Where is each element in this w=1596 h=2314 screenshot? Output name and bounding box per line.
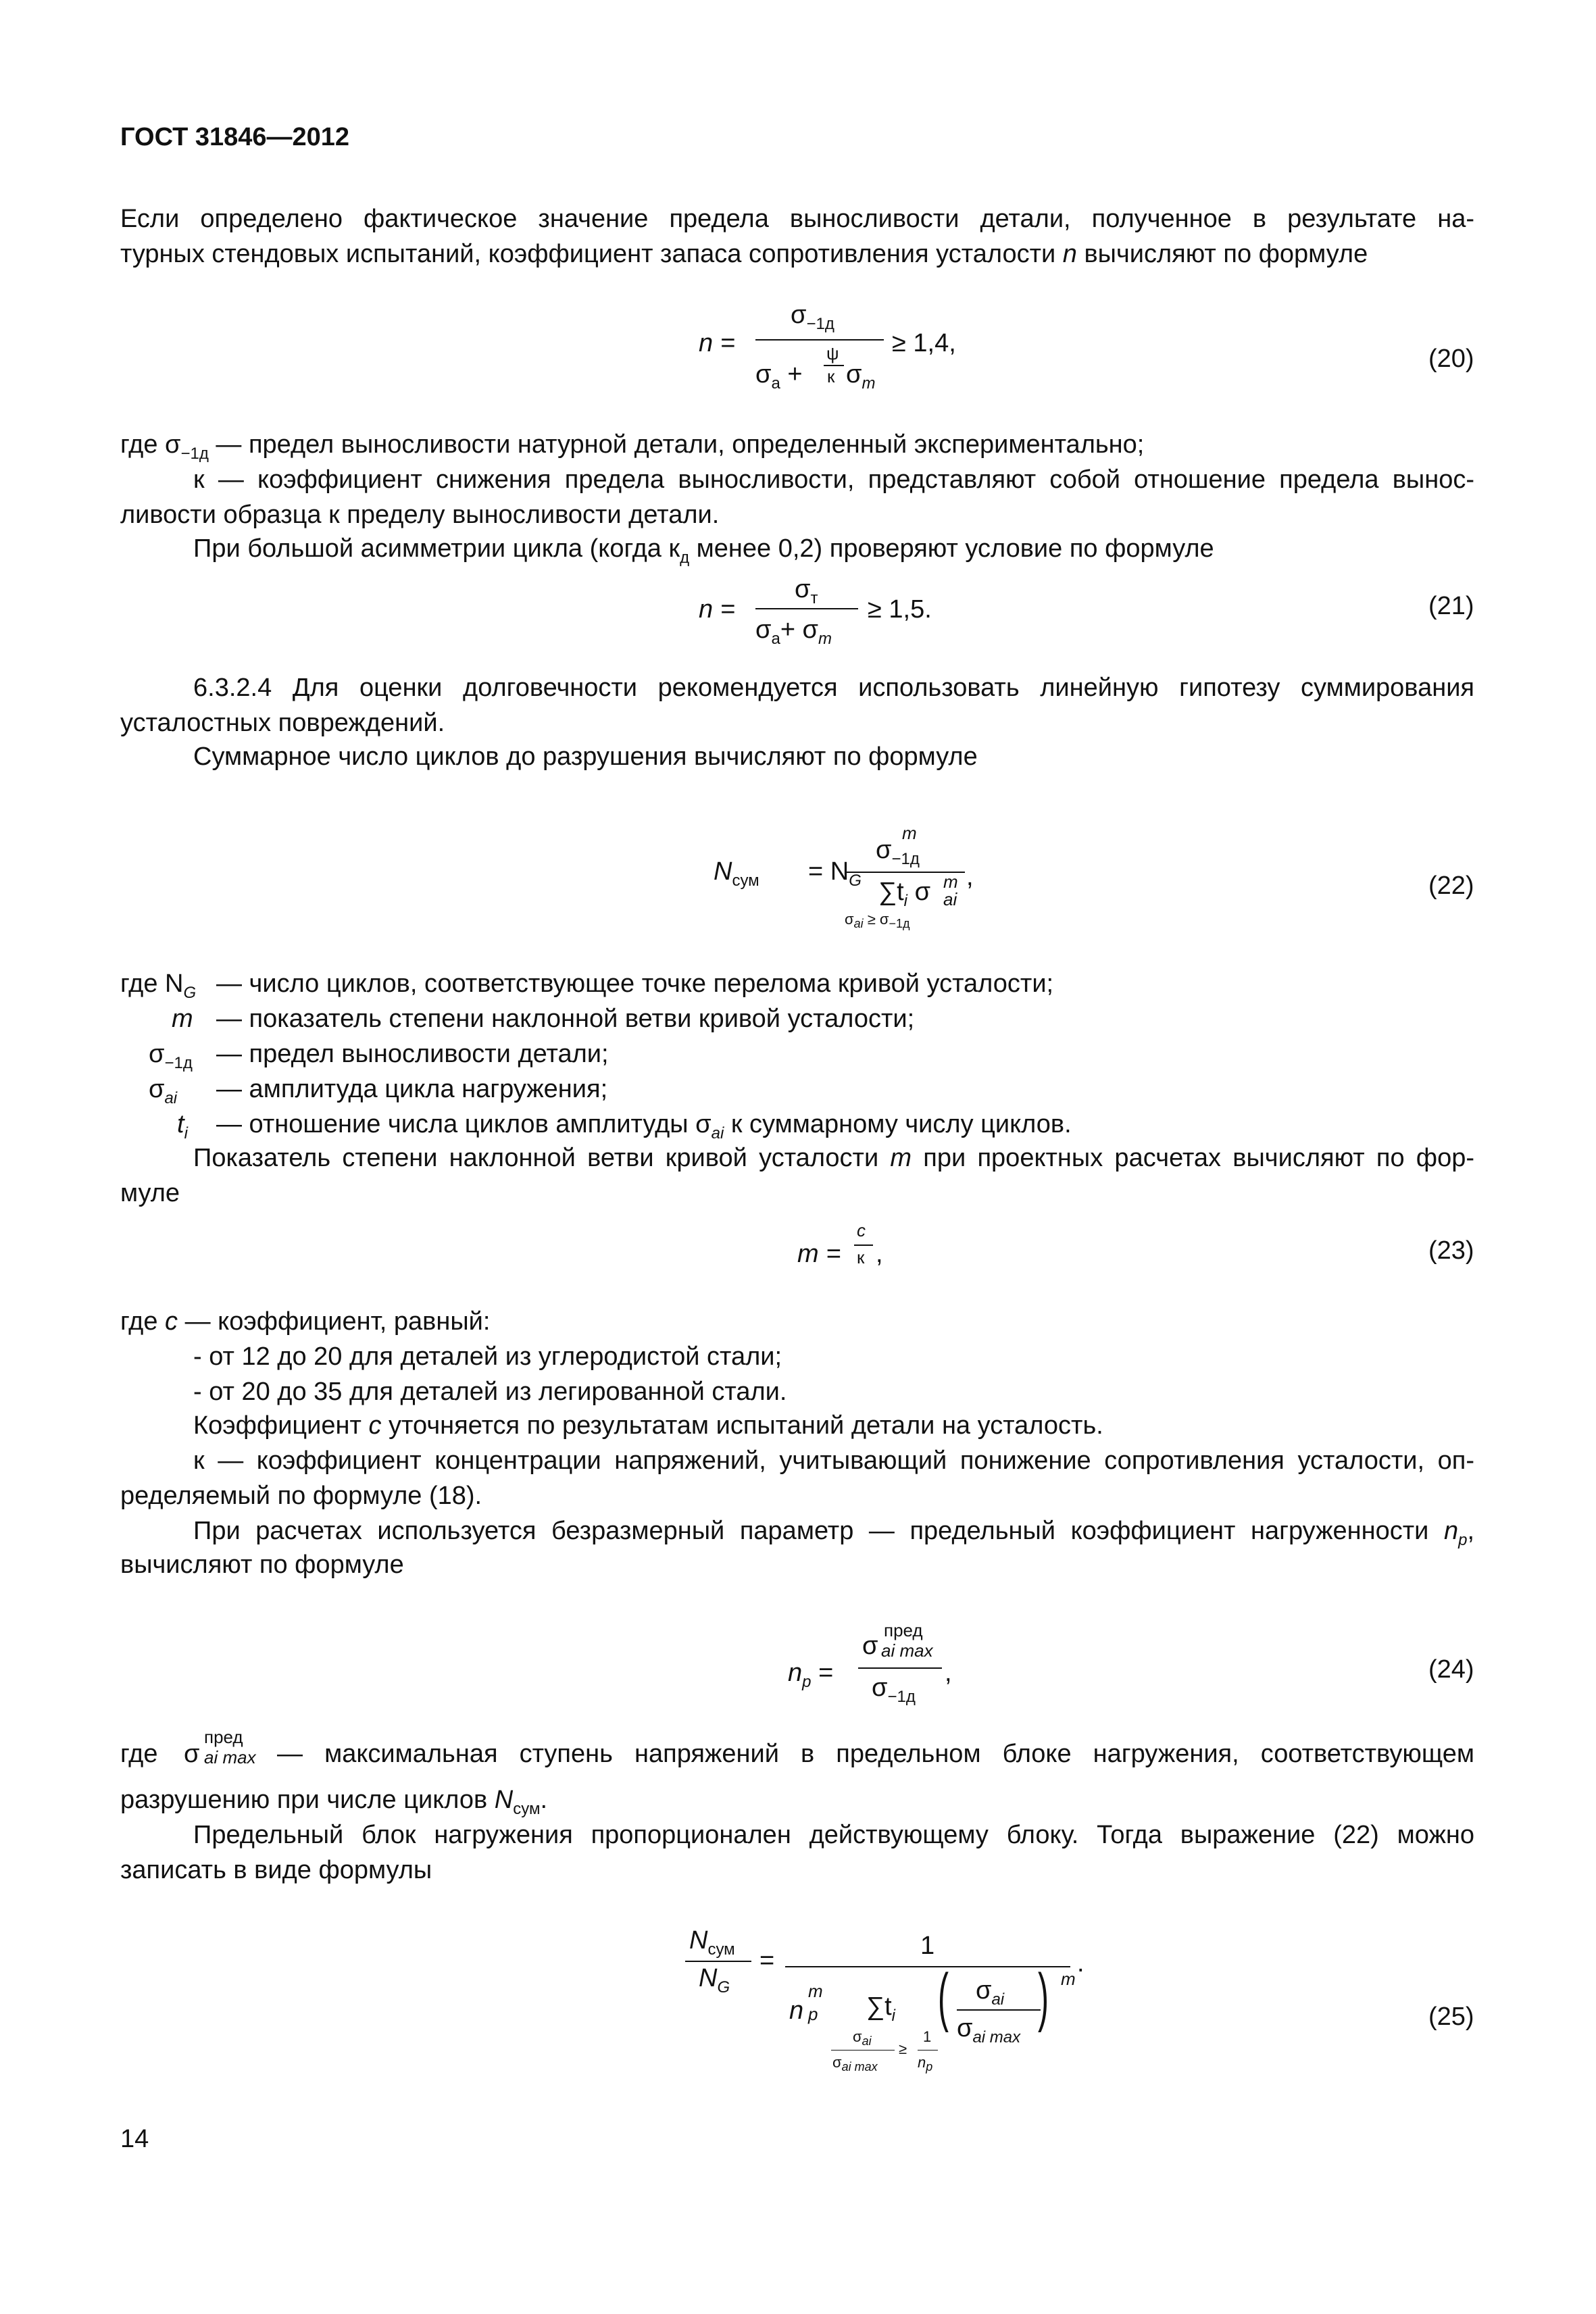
eq20-denominator: $\sigma_a$ + [755,360,803,393]
equation-number: (21) [1428,592,1474,620]
fraction-bar [858,1667,942,1669]
definition-line: разрушению при числе циклов $N_{сум}$. [120,1786,548,1818]
eq20-lhs: n = [699,329,735,357]
definition-symbol-sub: ai max [204,1747,256,1767]
definition-line: ливости образца к пределу выносливости детали. [120,501,720,529]
eq25-equals: = [759,1946,775,1975]
eq24-lhs: $n_p$ = [788,1659,834,1691]
eq25-np-sup: m [808,1981,823,2001]
eq22-numerator: $\sigma_{-1д}$ [876,836,920,868]
eq22-den-sup: m [943,872,958,892]
eq22-den-sub: ai [943,889,957,909]
definition-line: где c — коэффициент, равный: [120,1307,491,1336]
paragraph-line: Если определено фактическое значение предела выносливости детали, полученное в результате на- [120,205,1474,233]
eq22-comma: , [966,863,974,891]
eq22-denominator: $\sum t_i$ σ [878,878,931,910]
kappa-symbol: к [827,366,835,386]
eq21-denominator: $\sigma_a+ \sigma_m$ [755,615,832,648]
eq21-lhs: n = [699,595,735,624]
equation-number: (22) [1428,872,1474,900]
list-item: - от 20 до 35 для деталей из легированной стали. [193,1378,787,1406]
eq25-dot: . [1077,1949,1084,1978]
paragraph-line: 6.3.2.4 Для оценки долговечности рекомендуется использовать линейную гипотезу суммирования [193,674,1474,702]
paragraph-line: ределяемый по формуле (18). [120,1482,482,1510]
equation-number: (23) [1428,1236,1474,1265]
paragraph-line: турных стендовых испытаний, коэффициент запаса сопротивления усталости n вычисляют по формуле [120,240,1368,268]
eq22-lhs: $N_{сум}$ [714,857,759,890]
fraction-bar [918,2050,938,2051]
definition-line: к — коэффициент снижения предела выносливости, представляют собой отношение предела вынос- [193,466,1474,494]
fraction-bar [755,608,858,609]
definition-text: — амплитуда цикла нагружения; [216,1075,608,1103]
document-id: ГОСТ 31846—2012 [120,123,350,151]
right-paren: ) [1037,1961,1049,2033]
paragraph-line: Предельный блок нагружения пропорционален действующему блоку. Тогда выражение (22) можно [193,1821,1474,1849]
eq25-sum: $\sum t_i$ [866,1992,895,2025]
eq24-numerator: σ [862,1632,878,1660]
eq23-comma: , [876,1240,883,1268]
fraction-bar [785,1966,1070,1967]
definition-symbol: где $N_G$ [120,970,197,1002]
eq22-rhs-factor: = $N_G$ [808,857,862,890]
paragraph-line: муле [120,1179,180,1207]
eq24-denominator: $\sigma_{-1д}$ [872,1674,916,1706]
psi-symbol: ψ [826,343,839,363]
definition-text: — максимальная ступень напряжений в предельном блоке нагружения, соответствующем [277,1740,1474,1768]
paragraph-line: При большой асимметрии цикла (когда $к_д$ менее 0,2) проверяют условие по формуле [193,534,1214,567]
eq25-inner-denominator: $\sigma_{ai max}$ [957,2014,1021,2046]
eq24-num-sup: пред [884,1620,923,1640]
paragraph-line: усталостных повреждений. [120,709,445,737]
eq24-num-sub: ai max [881,1640,933,1661]
paragraph-line: Коэффициент c уточняется по результатам испытаний детали на усталость. [193,1411,1103,1440]
definition-text: — предел выносливости детали; [216,1040,609,1068]
paragraph-line: к — коэффициент концентрации напряжений, учитывающий понижение сопротивления усталости, оп- [193,1447,1474,1475]
eq25-np: n [789,1996,804,2025]
eq24-comma: , [945,1659,952,1687]
fraction-bar [755,339,884,341]
definition-where: где [120,1740,158,1768]
eq23-lhs: m = [797,1240,841,1268]
equation-number: (25) [1428,2003,1474,2031]
eq25-lhs-denominator: $N_G$ [699,1964,730,1996]
paragraph-line: Показатель степени наклонной ветви кривой усталости m при проектных расчетах вычисляют по фор- [193,1144,1474,1172]
eq21-numerator: $\sigma_т$ [795,575,818,607]
definition-symbol: σ [184,1740,200,1768]
eq21-rhs: ≥ 1,5. [868,595,932,624]
page-number: 14 [120,2125,149,2153]
definition-text: — показатель степени наклонной ветви кривой усталости; [216,1005,915,1033]
definition-symbol: m [172,1005,193,1033]
eq25-cond-one: 1 [923,2028,932,2045]
eq20-numerator: $\sigma_{-1д}$ [791,301,834,333]
eq25-inner-numerator: $\sigma_{ai}$ [976,1976,1005,2009]
eq25-cond-ge: ≥ [899,2040,907,2057]
eq23-denominator: к [857,1247,865,1267]
paragraph-line: вычисляют по формуле [120,1551,404,1579]
left-paren: ( [937,1961,949,2033]
paragraph-line: Суммарное число циклов до разрушения вычисляют по формуле [193,743,978,771]
definition-text: — число циклов, соответствующее точке перелома кривой усталости; [216,970,1054,998]
definition-symbol: $\sigma_{ai}$ [149,1075,178,1107]
definition-line: где $\sigma_{-1д}$ — предел выносливости натурной детали, определенный экспериментально; [120,430,1145,463]
equation-number: (24) [1428,1655,1474,1684]
eq25-cond-denominator: $\sigma_{ai max}$ [832,2054,878,2073]
list-item: - от 12 до 20 для деталей из углеродистой стали; [193,1342,782,1371]
eq23-numerator: c [857,1220,866,1240]
eq22-num-sup: m [902,823,917,843]
paragraph-line: записать в виде формулы [120,1856,432,1884]
eq25-numerator: 1 [920,1932,935,1960]
eq25-power: m [1061,1969,1076,1989]
fraction-bar [854,1244,873,1246]
eq25-lhs-numerator: $N_{сум}$ [689,1926,735,1959]
eq25-np-sub: p [808,2004,818,2024]
eq20-rhs: ≥ 1,4, [892,329,956,357]
paragraph-line: При расчетах используется безразмерный параметр — предельный коэффициент нагруженности $n_p$, [193,1517,1474,1549]
eq20-sigma-m: $\sigma_m$ [846,360,876,393]
fraction-bar [831,2050,895,2051]
definition-text: — отношение числа циклов амплитуды $\sigma_{ai}$ к суммарному числу циклов. [216,1110,1072,1142]
eq25-cond-numerator: $\sigma_{ai}$ [853,2028,872,2048]
eq25-cond-np: $n_p$ [918,2054,933,2073]
eq22-sum-condition: $\sigma_{ai} \ge \sigma_{-1д}$ [845,911,910,930]
definition-symbol-sup: пред [204,1727,243,1747]
definition-symbol: $\sigma_{-1д}$ [149,1040,193,1072]
definition-symbol: $t_i$ [177,1110,188,1142]
equation-number: (20) [1428,345,1474,373]
